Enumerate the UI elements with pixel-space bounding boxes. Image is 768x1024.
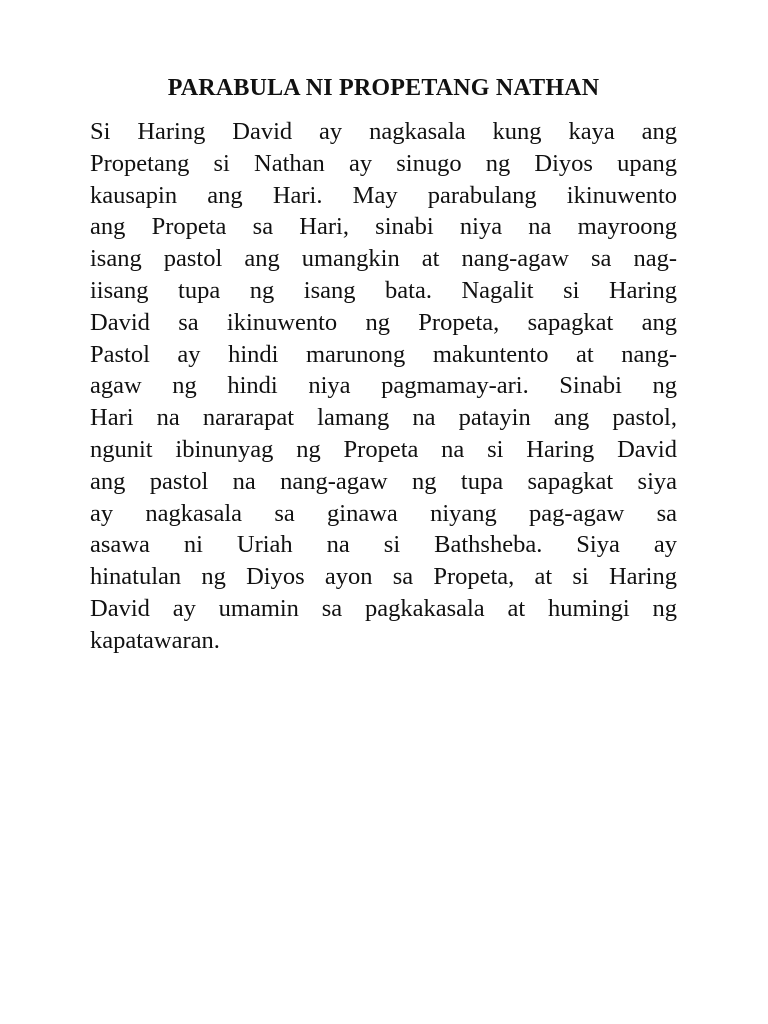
body-line: David ay umamin sa pagkakasala at humingi ng: [90, 594, 677, 622]
body-line: ang pastol na nang-agaw ng tupa sapagkat siya: [90, 467, 677, 495]
body-line: kapatawaran.: [90, 626, 220, 654]
body-line: Pastol ay hindi marunong makuntento at nang-: [90, 340, 677, 368]
document-page: [90, 72, 677, 657]
body-line: ang Propeta sa Hari, sinabi niya na mayroong: [90, 213, 677, 241]
document-body: [90, 116, 677, 657]
body-line: hinatulan ng Diyos ayon sa Propeta, at si Haring: [90, 563, 677, 591]
document-title: PARABULA NI PROPETANG NATHAN: [167, 75, 600, 101]
body-line: David sa ikinuwento ng Propeta, sapagkat ang: [90, 308, 677, 336]
body-line: isang pastol ang umangkin at nang-agaw sa nag-: [90, 245, 677, 273]
body-line: Hari na nararapat lamang na patayin ang pastol,: [90, 404, 677, 432]
body-line: kausapin ang Hari. May parabulang ikinuwento: [90, 181, 677, 209]
body-line: Si Haring David ay nagkasala kung kaya ang: [90, 118, 677, 145]
body-line: Propetang si Nathan ay sinugo ng Diyos upang: [90, 149, 677, 177]
body-line: asawa ni Uriah na si Bathsheba. Siya ay: [90, 531, 677, 559]
body-line: ay nagkasala sa ginawa niyang pag-agaw sa: [90, 499, 677, 527]
body-line: ngunit ibinunyag ng Propeta na si Haring David: [90, 435, 677, 463]
body-line: agaw ng hindi niya pagmamay-ari. Sinabi ng: [90, 372, 677, 400]
body-line: iisang tupa ng isang bata. Nagalit si Haring: [90, 276, 677, 304]
